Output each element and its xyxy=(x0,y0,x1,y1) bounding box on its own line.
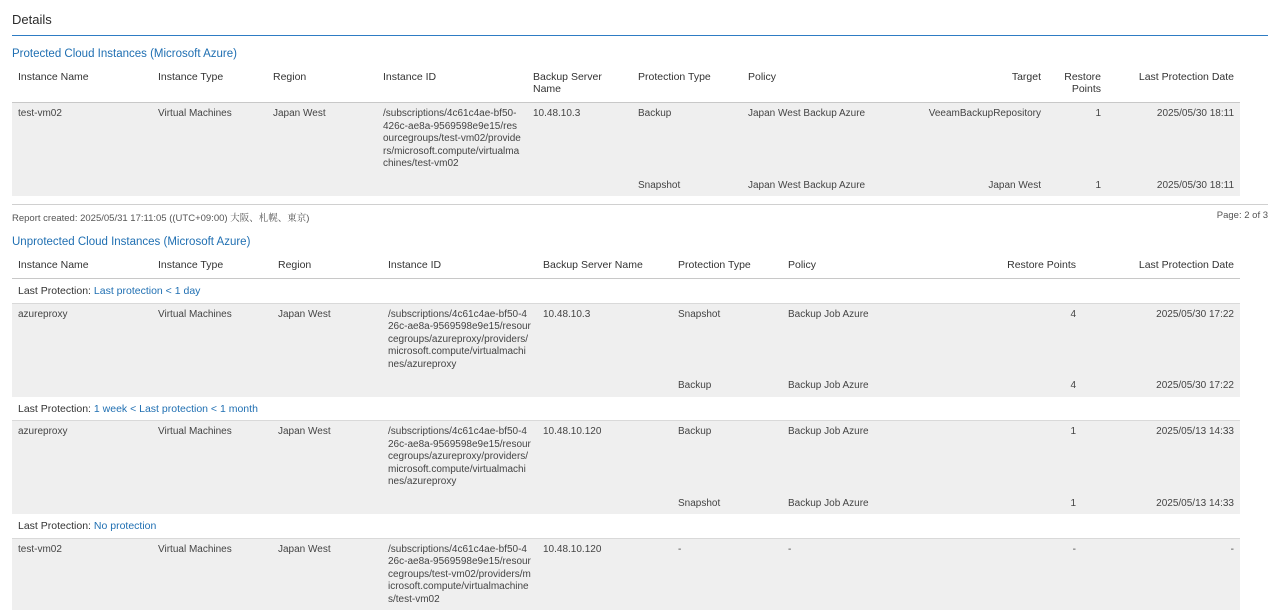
cell-policy: Backup Job Azure xyxy=(782,303,967,375)
cell-last-protection-date: 2025/05/13 14:33 xyxy=(1082,493,1240,515)
cell-instance-name xyxy=(12,175,152,197)
cell-region: Japan West xyxy=(272,303,382,375)
cell-instance-id: /subscriptions/4c61c4ae-bf50-426c-ae8a-9569598e9e15/resourcegroups/azureproxy/providers/microsoft.compute/virtualmachines/azureproxy xyxy=(382,421,537,493)
cell-backup-server-name xyxy=(537,493,672,515)
cell-protection-type: Snapshot xyxy=(632,175,742,197)
group-header-row xyxy=(12,514,1240,538)
cell-region xyxy=(272,493,382,515)
group-header-cell xyxy=(12,397,1240,421)
group-value: 1 week < Last protection < 1 month xyxy=(93,402,258,415)
cell-restore-points: 4 xyxy=(967,375,1082,397)
col-backup-server-name: Backup Server Name xyxy=(537,256,672,279)
col-region: Region xyxy=(272,256,382,279)
col-region: Region xyxy=(267,68,377,103)
report-footer xyxy=(12,204,1268,224)
cell-instance-type: Virtual Machines xyxy=(152,538,272,610)
cell-region: Japan West xyxy=(267,103,377,175)
col-policy: Policy xyxy=(742,68,907,103)
cell-last-protection-date: 2025/05/30 18:11 xyxy=(1107,103,1240,175)
cell-backup-server-name xyxy=(527,175,632,197)
cell-policy: Backup Job Azure xyxy=(782,421,967,493)
cell-last-protection-date: 2025/05/30 18:11 xyxy=(1107,175,1240,197)
cell-region xyxy=(267,175,377,197)
section-title-protected: Protected Cloud Instances (Microsoft Azure) xyxy=(12,48,237,60)
cell-backup-server-name: 10.48.10.120 xyxy=(537,538,672,610)
table-row xyxy=(12,303,1240,375)
group-label: Last Protection: xyxy=(18,520,91,532)
cell-backup-server-name: 10.48.10.3 xyxy=(527,103,632,175)
group-value: No protection xyxy=(93,520,157,532)
cell-protection-type: - xyxy=(672,538,782,610)
cell-target: Japan West xyxy=(907,175,1047,197)
cell-protection-type: Snapshot xyxy=(672,303,782,375)
col-protection-type: Protection Type xyxy=(672,256,782,279)
cell-region xyxy=(272,375,382,397)
col-backup-server-name: Backup Server Name xyxy=(527,68,632,103)
page-title: Details xyxy=(12,12,52,27)
col-target: Target xyxy=(907,68,1047,103)
cell-instance-id xyxy=(382,375,537,397)
cell-restore-points: 4 xyxy=(967,303,1082,375)
col-instance-type: Instance Type xyxy=(152,68,267,103)
unprotected-instances-table xyxy=(12,256,1240,610)
col-instance-name: Instance Name xyxy=(12,256,152,279)
cell-protection-type: Snapshot xyxy=(672,493,782,515)
col-instance-type: Instance Type xyxy=(152,256,272,279)
table-row xyxy=(12,103,1240,175)
cell-instance-type: Virtual Machines xyxy=(152,421,272,493)
cell-backup-server-name xyxy=(537,375,672,397)
group-header-cell xyxy=(12,514,1240,538)
cell-instance-name: azureproxy xyxy=(12,303,152,375)
group-header-cell xyxy=(12,279,1240,304)
table-row xyxy=(12,493,1240,515)
cell-restore-points: 1 xyxy=(1047,175,1107,197)
cell-policy: - xyxy=(782,538,967,610)
col-instance-name: Instance Name xyxy=(12,68,152,103)
cell-restore-points: - xyxy=(967,538,1082,610)
cell-instance-type xyxy=(152,375,272,397)
cell-restore-points: 1 xyxy=(967,421,1082,493)
cell-backup-server-name: 10.48.10.3 xyxy=(537,303,672,375)
table-header-row xyxy=(12,256,1240,279)
page-number-text: Page: 2 of 3 xyxy=(1216,210,1268,221)
cell-restore-points: 1 xyxy=(967,493,1082,515)
cell-instance-name: test-vm02 xyxy=(12,103,152,175)
cell-policy: Backup Job Azure xyxy=(782,493,967,515)
group-header-row xyxy=(12,279,1240,304)
cell-instance-id xyxy=(377,175,527,197)
cell-instance-id xyxy=(382,493,537,515)
cell-restore-points: 1 xyxy=(1047,103,1107,175)
cell-region: Japan West xyxy=(272,421,382,493)
cell-last-protection-date: 2025/05/13 14:33 xyxy=(1082,421,1240,493)
cell-instance-type: Virtual Machines xyxy=(152,103,267,175)
cell-instance-name: azureproxy xyxy=(12,421,152,493)
cell-protection-type: Backup xyxy=(672,421,782,493)
cell-instance-name xyxy=(12,493,152,515)
section-title-unprotected: Unprotected Cloud Instances (Microsoft Azure) xyxy=(12,236,251,248)
group-header-row xyxy=(12,397,1240,421)
table-row xyxy=(12,538,1240,610)
table-row xyxy=(12,375,1240,397)
cell-backup-server-name: 10.48.10.120 xyxy=(537,421,672,493)
cell-policy: Japan West Backup Azure xyxy=(742,175,907,197)
col-restore-points: Restore Points xyxy=(1047,68,1107,103)
cell-instance-type: Virtual Machines xyxy=(152,303,272,375)
col-last-protection-date: Last Protection Date xyxy=(1107,68,1240,103)
cell-policy: Backup Job Azure xyxy=(782,375,967,397)
report-created-text: Report created: 2025/05/31 17:11:05 ((UTC+09:00) 大阪、札幌、東京) xyxy=(12,213,310,224)
table-header-row xyxy=(12,68,1240,103)
cell-region: Japan West xyxy=(272,538,382,610)
cell-protection-type: Backup xyxy=(672,375,782,397)
group-value: Last protection < 1 day xyxy=(93,285,201,297)
col-policy: Policy xyxy=(782,256,967,279)
cell-instance-id: /subscriptions/4c61c4ae-bf50-426c-ae8a-9569598e9e15/resourcegroups/azureproxy/providers/microsoft.compute/virtualmachines/azureproxy xyxy=(382,303,537,375)
cell-target: VeeamBackupRepository xyxy=(907,103,1047,175)
table-row xyxy=(12,421,1240,493)
cell-instance-id: /subscriptions/4c61c4ae-bf50-426c-ae8a-9569598e9e15/resourcegroups/test-vm02/providers/microsoft.compute/virtualmachines/test-vm02 xyxy=(382,538,537,610)
cell-last-protection-date: 2025/05/30 17:22 xyxy=(1082,303,1240,375)
col-instance-id: Instance ID xyxy=(377,68,527,103)
group-label: Last Protection: xyxy=(18,285,91,297)
cell-instance-type xyxy=(152,175,267,197)
col-restore-points: Restore Points xyxy=(967,256,1082,279)
table-row xyxy=(12,175,1240,197)
protected-instances-table xyxy=(12,68,1240,196)
cell-instance-name: test-vm02 xyxy=(12,538,152,610)
cell-policy: Japan West Backup Azure xyxy=(742,103,907,175)
cell-instance-name xyxy=(12,375,152,397)
cell-last-protection-date: - xyxy=(1082,538,1240,610)
col-protection-type: Protection Type xyxy=(632,68,742,103)
col-instance-id: Instance ID xyxy=(382,256,537,279)
cell-instance-id: /subscriptions/4c61c4ae-bf50-426c-ae8a-9569598e9e15/resourcegroups/test-vm02/providers/microsoft.compute/virtualmachines/test-vm02 xyxy=(377,103,527,175)
col-last-protection-date: Last Protection Date xyxy=(1082,256,1240,279)
cell-last-protection-date: 2025/05/30 17:22 xyxy=(1082,375,1240,397)
group-label: Last Protection: xyxy=(18,402,91,415)
cell-protection-type: Backup xyxy=(632,103,742,175)
cell-instance-type xyxy=(152,493,272,515)
